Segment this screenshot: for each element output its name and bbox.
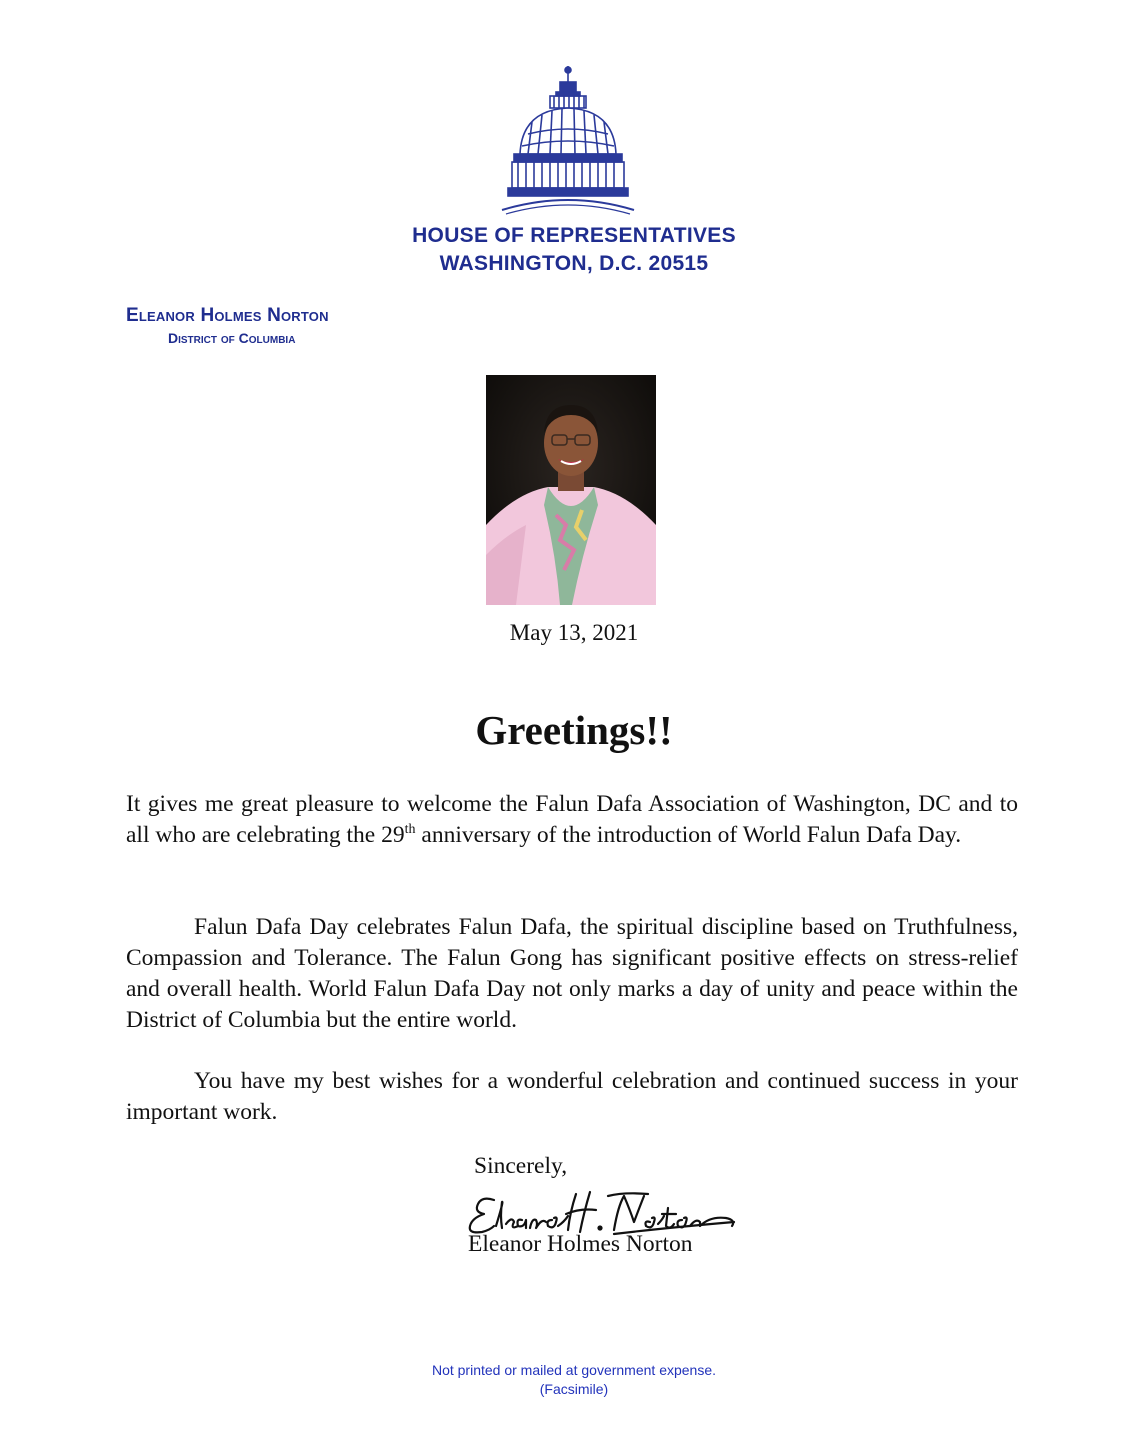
paragraph-welcome-text-a: It gives me great pleasure to welcome the Falun Dafa Association of Washington, DC and to all who are celebrating the 29 — [126, 791, 1018, 848]
member-name: Eleanor Holmes Norton — [126, 305, 329, 326]
member-district: District of Columbia — [168, 330, 296, 346]
house-title: HOUSE OF REPRESENTATIVES — [412, 224, 736, 247]
footer-disclaimer: Not printed or mailed at government expense. — [431, 1362, 717, 1378]
paragraph-wishes: You have my best wishes for a wonderful celebration and continued success in your important work. — [126, 1068, 1018, 1125]
greeting-heading: Greetings!! — [475, 707, 673, 753]
capitol-dome-seal-icon — [498, 62, 638, 218]
ordinal-suffix: th — [404, 822, 416, 838]
paragraph-about: Falun Dafa Day celebrates Falun Dafa, the spiritual discipline based on Truthfulness, Compassion and Tolerance. The Falun Gong has significant positive effects on stress-relief and overall health. World Falun Dafa Day not only marks a day of unity and peace within the District of Columbia but the entire world. — [126, 914, 1018, 1033]
paragraph-welcome — [126, 789, 1018, 851]
letter-date: May 13, 2021 — [509, 620, 639, 645]
signer-name: Eleanor Holmes Norton — [468, 1231, 693, 1257]
paragraph-welcome-text-b: anniversary of the introduction of World Falun Dafa Day. — [415, 822, 962, 848]
portrait-photo — [486, 375, 656, 605]
house-address: WASHINGTON, D.C. 20515 — [439, 252, 709, 275]
footer-facsimile: (Facsimile) — [539, 1381, 609, 1397]
closing: Sincerely, — [474, 1153, 568, 1179]
